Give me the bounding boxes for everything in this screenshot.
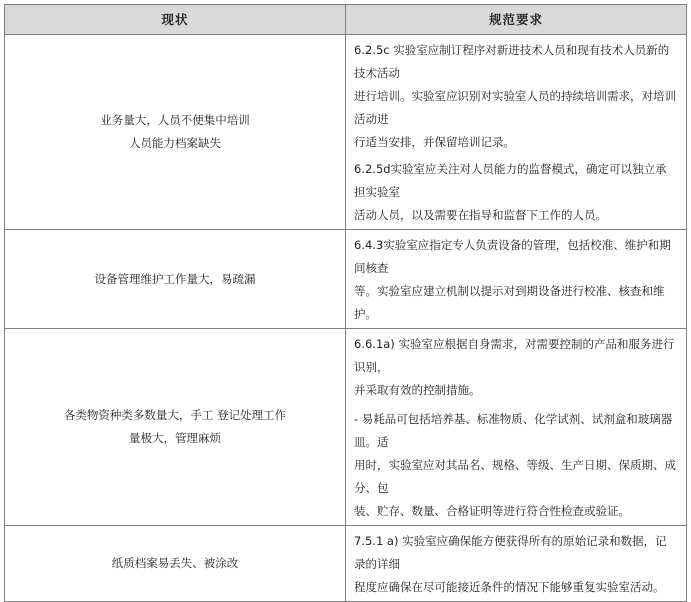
requirement-cell (346, 35, 687, 230)
requirement-line: - 易耗品可包括培养基、标准物质、化学试剂、试剂盒和玻璃器皿。适 (354, 412, 673, 449)
current-status-cell (5, 230, 346, 329)
requirement-paragraph (354, 530, 678, 599)
current-status-cell (5, 35, 346, 230)
current-status-cell (5, 329, 346, 526)
current-status-line: 量极大，管理麻烦 (129, 431, 221, 445)
current-status-line: 人员能力档案缺失 (129, 136, 221, 150)
table-row (5, 230, 687, 329)
table-row (5, 329, 687, 526)
header-requirements: 规范要求 (346, 5, 687, 35)
requirement-paragraph (354, 234, 678, 326)
requirement-cell (346, 230, 687, 329)
requirement-line: 程度应确保在尽可能接近条件的情况下能够重复实验室活动。 (354, 580, 665, 594)
requirements-table (4, 4, 687, 602)
current-status-line: 纸质档案易丢失、被涂改 (111, 556, 239, 570)
requirement-cell (346, 526, 687, 602)
requirement-paragraph (354, 158, 678, 227)
table-row (5, 526, 687, 602)
requirement-line: 6.2.5d实验室应关注对人员能力的监督模式，确定可以独立承担实验室 (354, 162, 667, 199)
requirement-line: 7.5.1 a) 实验室应确保能方便获得所有的原始记录和数据，记录的详细 (354, 534, 667, 571)
requirement-line: 用时，实验室应对其品名、规格、等级、生产日期、保质期、成分、包 (354, 458, 676, 495)
current-status-cell (5, 526, 346, 602)
requirement-line: 并采取有效的控制措施。 (354, 383, 481, 397)
requirement-paragraph (354, 408, 678, 523)
requirement-line: 进行培训。实验室应识别对实验室人员的持续培训需求，对培训活动进 (354, 89, 676, 126)
requirement-line: 6.6.1a) 实验室应根据自身需求，对需要控制的产品和服务进行识别， (354, 337, 675, 374)
current-status-line: 设备管理维护工作量大，易疏漏 (94, 271, 256, 286)
current-status-line: 业务量大，人员不便集中培训 (100, 113, 250, 127)
requirement-line: 6.2.5c 实验室应制订程序对新进技术人员和现有技术人员新的技术活动 (354, 43, 670, 80)
requirement-cell (346, 329, 687, 526)
current-status-line: 各类物资种类多数量大，手工 登记处理工作 (63, 408, 287, 422)
requirement-paragraph (354, 39, 678, 154)
header-row (5, 5, 687, 35)
requirement-paragraph (354, 333, 678, 402)
requirement-line: 装、贮存、数量、合格证明等进行符合性检查或验证。 (354, 504, 630, 518)
requirement-line: 等。实验室应建立机制以提示对到期设备进行校准、核查和维护。 (354, 284, 665, 321)
header-current-status: 现状 (5, 5, 346, 35)
requirement-line: 6.4.3实验室应指定专人负责设备的管理，包括校准、维护和期间核查 (354, 238, 671, 275)
requirement-line: 活动人员，以及需要在指导和监督下工作的人员。 (354, 208, 607, 222)
requirement-line: 行适当安排，并保留培训记录。 (354, 135, 515, 149)
table-row (5, 35, 687, 230)
